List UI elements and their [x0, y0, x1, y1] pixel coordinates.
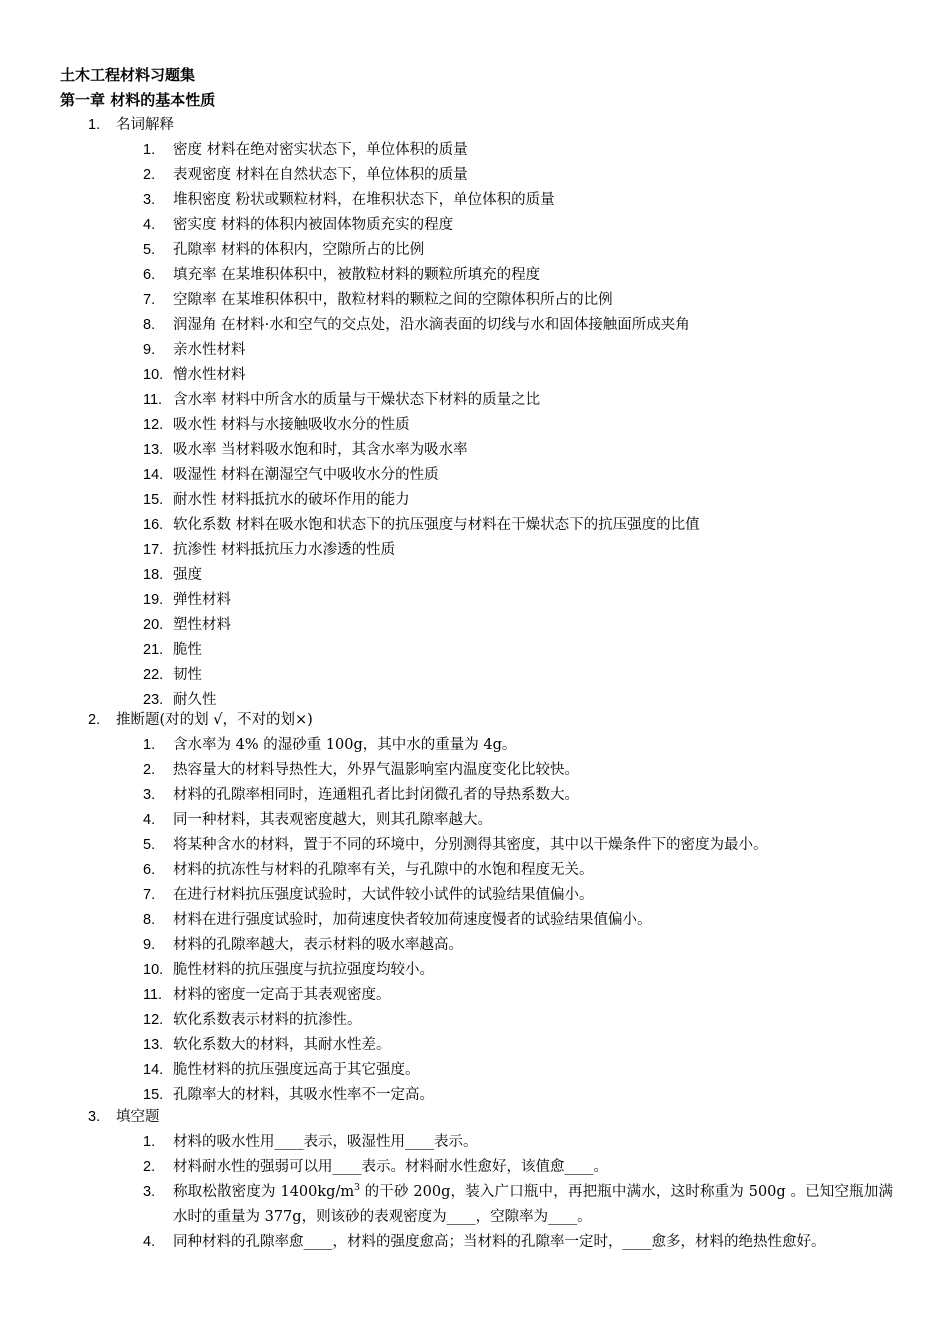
item-number: 9. [143, 342, 156, 358]
item-number: 17. [143, 542, 164, 558]
item-text: 同种材料的孔隙率愈____，材料的强度愈高；当材料的孔隙率一定时，____愈多，材料的绝热性愈好。 [173, 1234, 826, 1250]
list-item [60, 163, 900, 188]
item-number: 14. [143, 467, 164, 483]
list-item [60, 438, 900, 463]
item-number: 6. [143, 267, 156, 283]
list-item [60, 288, 900, 313]
item-number: 10. [143, 962, 164, 978]
document-title: 土木工程材料习题集 [60, 66, 196, 84]
item-number: 4. [143, 812, 156, 828]
item-number: 4. [143, 217, 156, 233]
item-text: 软化系数表示材料的抗渗性。 [173, 1012, 362, 1028]
item-text: 弹性材料 [173, 592, 231, 608]
item-text: 材料在进行强度试验时，加荷速度快者较加荷速度慢者的试验结果值偏小。 [173, 912, 652, 928]
item-number: 16. [143, 517, 164, 533]
item-number: 15. [143, 1087, 164, 1103]
item-number: 21. [143, 642, 164, 658]
item-text: 亲水性材料 [173, 342, 246, 358]
item-text: 孔隙率 材料的体积内，空隙所占的比例 [173, 242, 425, 258]
item-text: 材料的抗冻性与材料的孔隙率有关，与孔隙中的水饱和程度无关。 [173, 862, 594, 878]
item-text: 抗渗性 材料抵抗压力水渗透的性质 [173, 542, 396, 558]
item-number: 5. [143, 242, 156, 258]
list-item [60, 613, 900, 638]
item-text: 含水率为 4% 的湿砂重 100g，其中水的重量为 4g。 [173, 737, 517, 753]
item-number: 11. [143, 987, 163, 1003]
item-text: 强度 [173, 567, 202, 583]
item-text: 材料的密度一定高于其表观密度。 [173, 987, 391, 1003]
list-item [60, 138, 900, 163]
item-number: 19. [143, 592, 164, 608]
section-title: 名词解释 [116, 117, 174, 133]
item-text: 密度 材料在绝对密实状态下，单位体积的质量 [173, 142, 468, 158]
list-item [60, 1155, 900, 1180]
item-number: 15. [143, 492, 164, 508]
section-number: 2. [88, 712, 101, 728]
chapter-title: 第一章 材料的基本性质 [60, 91, 216, 109]
list-item [60, 783, 900, 808]
list-item [60, 1033, 900, 1058]
item-text: 填充率 在某堆积体积中，被散粒材料的颗粒所填充的程度 [173, 267, 541, 283]
item-text: 塑性材料 [173, 617, 231, 633]
item-text-part: 的干砂 200g，装入广口瓶中，再把瓶中满水，这时称重为 500g 。已知空瓶加满水时的重量为 377g，则该砂的表观密度为____，空隙率为____。 [173, 1184, 893, 1225]
list-item [60, 313, 900, 338]
item-number: 22. [143, 667, 164, 683]
item-number: 3. [143, 1184, 156, 1200]
item-text: 密实度 材料的体积内被固体物质充实的程度 [173, 217, 454, 233]
item-number: 2. [143, 167, 156, 183]
list-item [60, 1130, 900, 1155]
item-number: 1. [143, 1134, 156, 1150]
list-item [60, 463, 900, 488]
item-number: 14. [143, 1062, 164, 1078]
item-number: 20. [143, 617, 164, 633]
superscript: 3 [354, 1183, 360, 1194]
section-heading [60, 113, 900, 138]
list-item [60, 1180, 900, 1230]
item-text: 软化系数 材料在吸水饱和状态下的抗压强度与材料在干燥状态下的抗压强度的比值 [173, 517, 700, 533]
item-number: 13. [143, 442, 164, 458]
item-number: 9. [143, 937, 156, 953]
item-text: 软化系数大的材料，其耐水性差。 [173, 1037, 391, 1053]
item-number: 2. [143, 762, 156, 778]
item-number: 3. [143, 192, 156, 208]
section-number: 1. [88, 117, 101, 133]
item-text: 脆性材料的抗压强度与抗拉强度均较小。 [173, 962, 434, 978]
section-fill-in [60, 1105, 900, 1255]
list-item [60, 538, 900, 563]
item-text: 憎水性材料 [173, 367, 246, 383]
item-number: 2. [143, 1159, 156, 1175]
section-heading [60, 708, 900, 733]
item-number: 12. [143, 1012, 164, 1028]
list-item [60, 733, 900, 758]
item-text: 韧性 [173, 667, 202, 683]
item-number: 12. [143, 417, 164, 433]
item-text: 耐水性 材料抵抗水的破坏作用的能力 [173, 492, 410, 508]
list-item [60, 238, 900, 263]
list-item [60, 488, 900, 513]
item-number: 7. [143, 292, 156, 308]
item-number: 23. [143, 692, 164, 708]
list-item [60, 563, 900, 588]
list-item [60, 883, 900, 908]
item-text: 脆性材料的抗压强度远高于其它强度。 [173, 1062, 420, 1078]
section-title: 推断题(对的划 √，不对的划×) [116, 712, 313, 728]
item-text: 材料的吸水性用____表示，吸湿性用____表示。 [173, 1134, 478, 1150]
list-item [60, 363, 900, 388]
glossary-list [60, 138, 900, 713]
item-number: 10. [143, 367, 164, 383]
item-text: 热容量大的材料导热性大，外界气温影响室内温度变化比较快。 [173, 762, 579, 778]
list-item [60, 958, 900, 983]
item-number: 5. [143, 837, 156, 853]
section-title: 填空题 [116, 1109, 160, 1125]
list-item [60, 388, 900, 413]
list-item [60, 638, 900, 663]
item-text: 在进行材料抗压强度试验时，大试件较小试件的试验结果值偏小。 [173, 887, 594, 903]
list-item [60, 213, 900, 238]
item-number: 4. [143, 1234, 156, 1250]
item-text: 材料的孔隙率越大，表示材料的吸水率越高。 [173, 937, 463, 953]
item-text [173, 1180, 893, 1230]
item-text: 吸水率 当材料吸水饱和时，其含水率为吸水率 [173, 442, 468, 458]
item-text: 堆积密度 粉状或颗粒材料，在堆积状态下，单位体积的质量 [173, 192, 555, 208]
item-text: 吸湿性 材料在潮湿空气中吸收水分的性质 [173, 467, 439, 483]
item-number: 6. [143, 862, 156, 878]
item-text: 空隙率 在某堆积体积中，散粒材料的颗粒之间的空隙体积所占的比例 [173, 292, 613, 308]
item-text: 将某种含水的材料，置于不同的环境中，分别测得其密度，其中以干燥条件下的密度为最小。 [173, 837, 768, 853]
item-text: 孔隙率大的材料，其吸水性率不一定高。 [173, 1087, 434, 1103]
item-number: 1. [143, 142, 156, 158]
item-text: 表观密度 材料在自然状态下，单位体积的质量 [173, 167, 468, 183]
item-number: 18. [143, 567, 164, 583]
list-item [60, 808, 900, 833]
item-text: 脆性 [173, 642, 202, 658]
list-item [60, 413, 900, 438]
item-number: 8. [143, 912, 156, 928]
item-text-part: 称取松散密度为 1400kg/m [173, 1184, 355, 1200]
list-item [60, 263, 900, 288]
list-item [60, 663, 900, 688]
section-number: 3. [88, 1109, 101, 1125]
fill-in-list [60, 1130, 900, 1255]
item-number: 7. [143, 887, 156, 903]
list-item [60, 1058, 900, 1083]
list-item [60, 858, 900, 883]
list-item [60, 833, 900, 858]
list-item [60, 1230, 900, 1255]
list-item [60, 758, 900, 783]
item-text: 含水率 材料中所含水的质量与干燥状态下材料的质量之比 [173, 392, 541, 408]
item-number: 13. [143, 1037, 164, 1053]
list-item [60, 338, 900, 363]
item-number: 1. [143, 737, 156, 753]
list-item [60, 588, 900, 613]
list-item [60, 188, 900, 213]
list-item [60, 1008, 900, 1033]
item-text: 吸水性 材料与水接触吸收水分的性质 [173, 417, 410, 433]
section-glossary [60, 113, 900, 713]
list-item [60, 908, 900, 933]
list-item [60, 983, 900, 1008]
section-heading [60, 1105, 900, 1130]
item-number: 3. [143, 787, 156, 803]
item-number: 8. [143, 317, 156, 333]
true-false-list [60, 733, 900, 1108]
section-true-false [60, 708, 900, 1108]
item-text: 材料的孔隙率相同时，连通粗孔者比封闭微孔者的导热系数大。 [173, 787, 579, 803]
list-item [60, 933, 900, 958]
item-text: 耐久性 [173, 692, 217, 708]
item-text: 润湿角 在材料·水和空气的交点处，沿水滴表面的切线与水和固体接触面所成夹角 [173, 317, 690, 333]
item-text: 同一种材料，其表观密度越大，则其孔隙率越大。 [173, 812, 492, 828]
item-text: 材料耐水性的强弱可以用____表示。材料耐水性愈好，该值愈____。 [173, 1159, 608, 1175]
item-number: 11. [143, 392, 163, 408]
list-item [60, 513, 900, 538]
